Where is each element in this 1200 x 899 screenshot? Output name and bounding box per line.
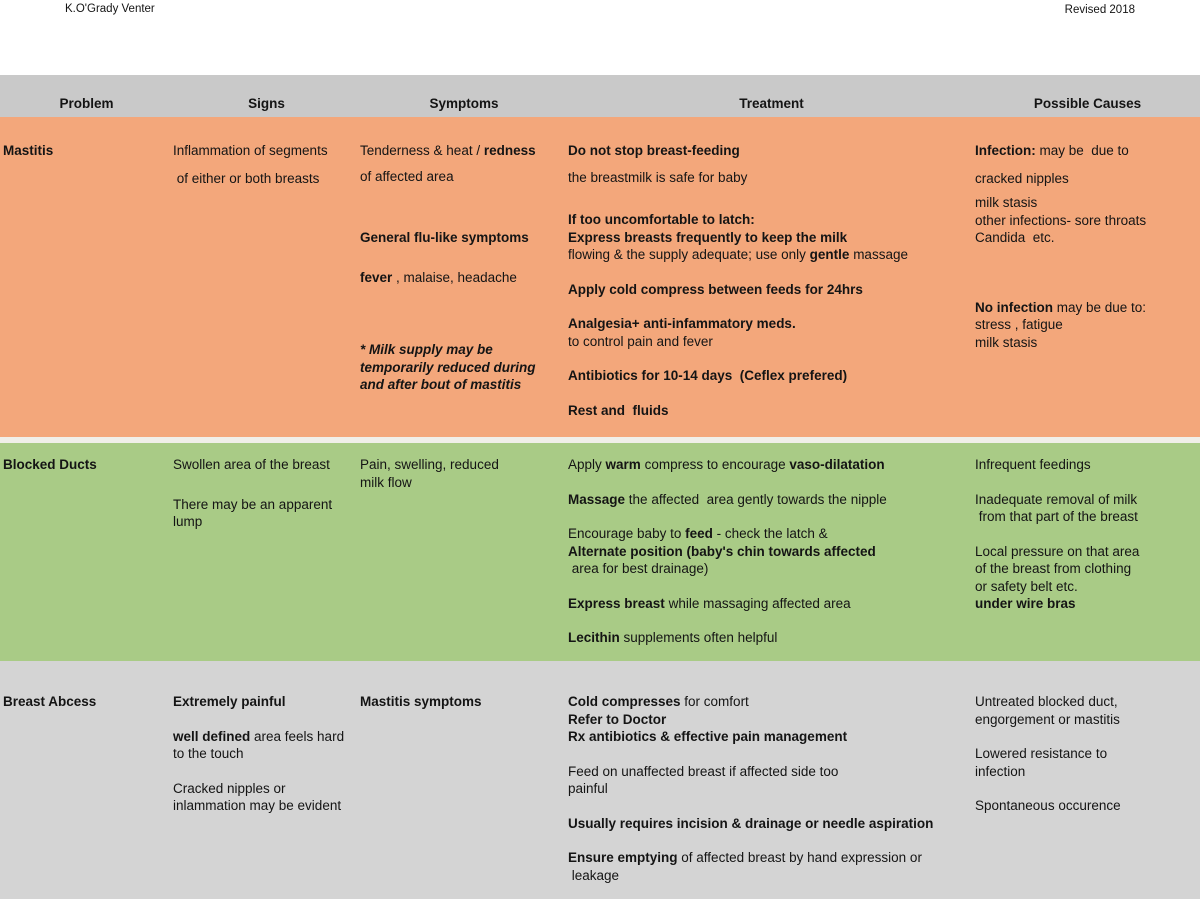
text-line	[975, 595, 1200, 613]
text-segment: Candida etc.	[975, 230, 1055, 245]
text-segment: to control pain and fever	[568, 333, 713, 349]
text-line	[975, 763, 1200, 781]
text-segment: Lecithin	[568, 630, 620, 645]
table-row-breast-abcess	[0, 661, 1200, 899]
text-segment: infection	[975, 763, 1026, 779]
text-line	[173, 513, 360, 531]
text-segment: milk stasis	[975, 334, 1038, 350]
column-header-signs: Signs	[248, 96, 285, 111]
paragraph	[975, 745, 1200, 780]
text-line	[173, 142, 360, 160]
paragraph	[568, 315, 975, 350]
text-line	[360, 229, 568, 247]
text-line	[360, 376, 568, 394]
text-segment: Encourage baby to	[568, 526, 686, 541]
text-segment: There may be an apparent	[173, 496, 333, 512]
text-line	[360, 693, 568, 711]
text-segment: If too uncomfortable to latch:	[568, 212, 755, 227]
column-header-problem: Problem	[59, 96, 114, 111]
paragraph	[975, 299, 1200, 352]
text-segment: redness	[483, 143, 536, 158]
paragraph	[568, 525, 975, 578]
text-line	[568, 763, 975, 781]
text-line	[975, 142, 1200, 160]
cell-blocked-ducts-signs	[173, 443, 360, 661]
paragraph	[975, 142, 1200, 160]
paragraph	[173, 728, 360, 763]
text-segment: Infrequent feedings	[975, 457, 1091, 472]
paragraph	[360, 269, 568, 287]
text-segment: inlammation may be evident	[173, 798, 342, 813]
text-line	[568, 780, 975, 798]
cell-breast-abcess-treatment	[568, 661, 975, 899]
text-segment: lump	[173, 514, 203, 529]
text-segment: Ensure emptying	[568, 850, 678, 865]
text-line	[568, 367, 975, 385]
text-line	[568, 229, 975, 247]
text-line	[568, 246, 975, 264]
text-segment: Lowered resistance to	[975, 746, 1108, 761]
text-line	[568, 211, 975, 229]
text-line	[975, 456, 1200, 474]
text-line	[568, 169, 975, 187]
text-segment: - check the latch &	[712, 526, 828, 541]
paragraph	[173, 693, 360, 711]
text-line	[568, 315, 975, 333]
text-segment: Breast Abcess	[3, 694, 97, 709]
text-segment: warm	[605, 457, 641, 472]
cell-mastitis-problem	[0, 117, 173, 437]
text-segment: of affected area	[360, 168, 454, 184]
text-line	[360, 269, 568, 287]
paragraph	[975, 491, 1200, 526]
text-line	[173, 745, 360, 763]
cell-blocked-ducts-causes	[975, 443, 1200, 661]
document-header	[0, 0, 1200, 75]
paragraph	[975, 456, 1200, 474]
text-segment: feed	[685, 526, 713, 541]
text-line	[975, 491, 1200, 509]
paragraph	[360, 168, 568, 186]
paragraph	[975, 543, 1200, 613]
text-line	[568, 560, 975, 578]
text-line	[568, 711, 975, 729]
text-segment: supplements often helpful	[619, 630, 778, 645]
text-segment: area for best drainage)	[568, 561, 709, 576]
text-line	[568, 693, 975, 711]
text-line	[360, 359, 568, 377]
text-segment: of either or both breasts	[173, 170, 320, 186]
text-line	[975, 578, 1200, 596]
text-segment: Analgesia+ anti-infammatory meds.	[568, 316, 796, 331]
text-line	[568, 142, 975, 160]
text-line	[975, 560, 1200, 578]
text-line	[360, 142, 568, 160]
text-segment: Mastitis	[3, 143, 54, 158]
text-line	[173, 693, 360, 711]
text-segment: for comfort	[680, 694, 749, 709]
text-line	[173, 780, 360, 798]
cell-breast-abcess-causes	[975, 661, 1200, 899]
text-line	[568, 491, 975, 509]
paragraph	[568, 491, 975, 509]
text-segment: Inadequate removal of milk	[975, 491, 1138, 507]
text-line	[360, 168, 568, 186]
text-segment: and after bout of mastitis	[360, 377, 522, 392]
cell-blocked-ducts-problem	[0, 443, 173, 661]
text-line	[975, 170, 1200, 188]
text-segment: may be due to	[1035, 143, 1129, 158]
text-segment: Antibiotics for 10-14 days (Ceflex prefered)	[568, 368, 848, 383]
text-segment: other infections- sore throats	[975, 212, 1147, 228]
text-line	[568, 629, 975, 647]
text-segment: Extremely painful	[173, 694, 286, 709]
text-segment: may be due to:	[1053, 299, 1147, 315]
paragraph	[360, 693, 568, 711]
cell-breast-abcess-signs	[173, 661, 360, 899]
column-header-symptoms: Symptoms	[429, 96, 499, 111]
text-line	[568, 728, 975, 746]
paragraph	[3, 456, 173, 474]
paragraph	[568, 763, 975, 798]
text-segment: Usually requires incision & drainage or needle aspiration	[568, 815, 934, 831]
paragraph	[360, 341, 568, 394]
text-segment: Refer to Doctor	[568, 711, 667, 727]
text-segment: Feed on unaffected breast if affected side too	[568, 763, 839, 779]
text-segment: area feels hard	[250, 728, 345, 744]
revision-text: Revised 2018	[1064, 4, 1135, 16]
paragraph	[173, 780, 360, 815]
paragraph	[568, 402, 975, 420]
paragraph	[568, 456, 975, 474]
text-segment: Express breast	[568, 595, 665, 611]
text-segment: of the breast from clothing	[975, 561, 1132, 576]
text-segment: while massaging affected area	[664, 595, 851, 611]
text-segment: fever	[360, 269, 393, 285]
text-segment: Rest and fluids	[568, 402, 669, 418]
text-line	[3, 693, 173, 711]
paragraph	[568, 629, 975, 647]
column-header-treatment: Treatment	[739, 96, 804, 111]
text-line	[975, 334, 1200, 352]
author-text: K.O'Grady Venter	[65, 3, 155, 15]
text-segment: Local pressure on that area	[975, 543, 1140, 559]
text-segment: the affected area gently towards the nipple	[625, 491, 887, 507]
text-segment: to the touch	[173, 746, 244, 761]
text-line	[173, 170, 360, 188]
text-segment: Tenderness & heat /	[360, 143, 484, 158]
paragraph	[173, 496, 360, 531]
paragraph	[173, 456, 360, 474]
text-segment: the breastmilk is safe for baby	[568, 169, 748, 185]
cell-mastitis-symptoms	[360, 117, 568, 437]
text-line	[975, 194, 1200, 212]
text-line	[975, 508, 1200, 526]
paragraph	[568, 595, 975, 613]
text-segment: Infection:	[975, 143, 1036, 158]
text-segment: of affected breast by hand expression or	[677, 850, 922, 865]
paragraph	[568, 849, 975, 884]
text-line	[975, 711, 1200, 729]
paragraph	[975, 194, 1200, 247]
text-segment: Inflammation of segments	[173, 143, 328, 158]
text-segment: Cold compresses	[568, 694, 681, 709]
text-segment: or safety belt etc.	[975, 578, 1078, 594]
text-line	[568, 543, 975, 561]
text-segment: , malaise, headache	[392, 269, 517, 285]
text-segment: stress , fatigue	[975, 317, 1063, 332]
text-segment: Apply	[568, 457, 606, 472]
cell-mastitis-signs	[173, 117, 360, 437]
text-segment: Pain, swelling, reduced	[360, 457, 499, 472]
paragraph	[173, 142, 360, 160]
text-segment: leakage	[568, 867, 620, 883]
text-line	[975, 229, 1200, 247]
text-segment: Rx antibiotics & effective pain management	[568, 729, 848, 744]
text-segment: flowing & the supply adequate; use only	[568, 247, 810, 262]
cell-breast-abcess-problem	[0, 661, 173, 899]
text-line	[360, 341, 568, 359]
text-line	[568, 595, 975, 613]
text-line	[568, 402, 975, 420]
text-segment: Massage	[568, 491, 626, 507]
cell-mastitis-treatment	[568, 117, 975, 437]
text-line	[3, 142, 173, 160]
text-line	[568, 281, 975, 299]
text-segment: compress to encourage	[640, 457, 790, 472]
paragraph	[568, 367, 975, 385]
text-line	[568, 333, 975, 351]
text-segment: engorgement or mastitis	[975, 711, 1120, 727]
text-segment: Blocked Ducts	[3, 457, 97, 472]
text-line	[173, 496, 360, 514]
text-segment: Alternate position (baby's chin towards affected	[568, 543, 876, 559]
text-segment: General flu-like symptoms	[360, 230, 529, 245]
paragraph	[975, 693, 1200, 728]
column-header-possible-causes: Possible Causes	[1033, 96, 1142, 111]
text-segment: Do not stop breast-feeding	[568, 143, 740, 158]
text-segment: massage	[849, 247, 908, 262]
text-line	[173, 797, 360, 815]
text-segment: Spontaneous occurence	[975, 798, 1121, 813]
text-line	[975, 212, 1200, 230]
text-segment: Mastitis symptoms	[360, 694, 482, 709]
text-line	[568, 849, 975, 867]
text-line	[568, 525, 975, 543]
text-line	[975, 543, 1200, 561]
table-header-row	[0, 75, 1200, 117]
cell-mastitis-causes	[975, 117, 1200, 437]
text-segment: painful	[568, 781, 608, 796]
paragraph	[3, 142, 173, 160]
table-body	[0, 117, 1200, 899]
text-line	[975, 797, 1200, 815]
paragraph	[568, 815, 975, 833]
text-segment: cracked nipples	[975, 170, 1069, 186]
paragraph	[568, 211, 975, 264]
cell-breast-abcess-symptoms	[360, 661, 568, 899]
paragraph	[568, 142, 975, 160]
text-line	[975, 316, 1200, 334]
text-line	[975, 299, 1200, 317]
text-segment: Apply cold compress between feeds for 24hrs	[568, 281, 863, 297]
paragraph	[360, 142, 568, 160]
text-segment: well defined	[173, 728, 251, 744]
paragraph	[568, 169, 975, 187]
text-segment: milk stasis	[975, 195, 1038, 210]
paragraph	[360, 456, 568, 491]
text-segment: milk flow	[360, 474, 412, 490]
text-line	[3, 456, 173, 474]
text-segment: No infection	[975, 299, 1053, 315]
text-segment: gentle	[809, 247, 850, 262]
paragraph	[568, 693, 975, 746]
text-line	[975, 745, 1200, 763]
table-row-blocked-ducts	[0, 443, 1200, 661]
text-line	[568, 815, 975, 833]
text-segment: Swollen area of the breast	[173, 457, 330, 472]
text-segment: * Milk supply may be	[360, 342, 493, 357]
text-line	[360, 456, 568, 474]
text-line	[975, 693, 1200, 711]
cell-blocked-ducts-symptoms	[360, 443, 568, 661]
paragraph	[360, 229, 568, 247]
paragraph	[975, 170, 1200, 188]
text-segment: from that part of the breast	[975, 509, 1138, 524]
text-line	[173, 728, 360, 746]
text-line	[173, 456, 360, 474]
text-segment: vaso-dilatation	[789, 457, 885, 472]
paragraph	[975, 797, 1200, 815]
text-segment: Untreated blocked duct,	[975, 694, 1118, 709]
text-segment: under wire bras	[975, 596, 1076, 611]
cell-blocked-ducts-treatment	[568, 443, 975, 661]
text-segment: Cracked nipples or	[173, 780, 286, 796]
text-line	[360, 474, 568, 492]
text-line	[568, 867, 975, 885]
text-segment: temporarily reduced during	[360, 359, 536, 375]
paragraph	[3, 693, 173, 711]
paragraph	[173, 170, 360, 188]
paragraph	[568, 281, 975, 299]
text-line	[568, 456, 975, 474]
text-segment: Express breasts frequently to keep the milk	[568, 229, 848, 245]
table-row-mastitis	[0, 117, 1200, 437]
